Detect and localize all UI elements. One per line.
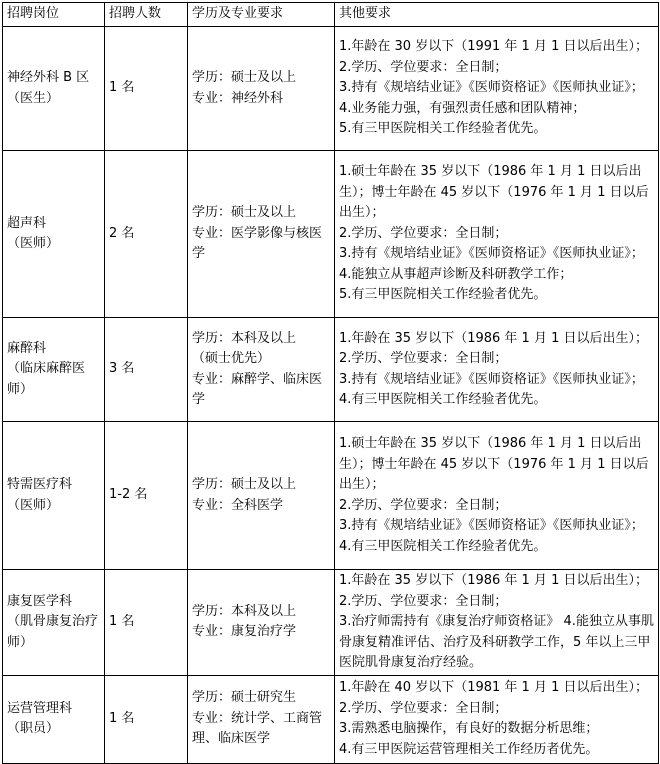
requirement-item: 1.年龄在 35 岁以下（1986 年 1 月 1 日以后出生）； bbox=[339, 330, 648, 346]
education-major: 专业：全科医学 bbox=[192, 497, 284, 513]
recruitment-table bbox=[2, 2, 659, 764]
table-header-row bbox=[3, 3, 659, 27]
count-cell: 1-2 名 bbox=[105, 422, 188, 570]
position-role: （肌骨康复治疗师） bbox=[7, 614, 99, 650]
requirement-item: 2.学历、学位要求：全日制； bbox=[339, 351, 508, 366]
requirement-item: 1.年龄在 35 岁以下（1986 年 1 月 1 日以后出生）； bbox=[339, 573, 648, 588]
education-note: （硕士优先） bbox=[192, 351, 271, 366]
education-major: 专业：神经外科 bbox=[192, 90, 284, 106]
position-cell bbox=[3, 675, 105, 763]
other-requirements-cell bbox=[335, 318, 659, 422]
requirement-item: 4.有三甲医院相关工作经验者优先。 bbox=[339, 392, 547, 407]
position-role: （医生） bbox=[7, 90, 60, 106]
count-cell: 1 名 bbox=[105, 675, 188, 763]
header-other: 其他要求 bbox=[335, 3, 659, 27]
education-cell bbox=[188, 27, 335, 151]
position-cell bbox=[3, 27, 105, 151]
position-role: （职员） bbox=[7, 721, 60, 736]
education-degree: 学历：硕士研究生 bbox=[192, 690, 297, 706]
requirement-item: 2.学历、学位要求：全日制； bbox=[339, 700, 508, 716]
count-cell: 3 名 bbox=[105, 318, 188, 422]
requirement-item: 2.学历、学位要求：全日制； bbox=[339, 59, 508, 75]
requirement-item: 1.硕士年龄在 35 岁以下（1986 年 1 月 1 日以后出生）；博士年龄在 45 岁以下（1976 年 1 月 1 日以后出生）； bbox=[339, 164, 649, 221]
education-degree: 学历：本科及以上 bbox=[192, 330, 297, 346]
requirement-item: 4.业务能力强，有强烈责任感和团队精神； bbox=[339, 100, 586, 116]
table-row bbox=[3, 675, 659, 763]
requirement-item: 1.年龄在 30 岁以下（1991 年 1 月 1 日以后出生）； bbox=[339, 39, 648, 55]
education-cell bbox=[188, 422, 335, 570]
requirement-item: 3.需熟悉电脑操作，有良好的数据分析思维； bbox=[339, 721, 599, 736]
table-row bbox=[3, 570, 659, 676]
requirement-item: 2.学历、学位要求：全日制； bbox=[339, 593, 508, 609]
education-major: 专业：康复治疗学 bbox=[192, 624, 297, 640]
education-degree: 学历：本科及以上 bbox=[192, 603, 297, 619]
count-cell: 1 名 bbox=[105, 570, 188, 676]
requirement-item: 4.能独立从事超声诊断及科研教学工作； bbox=[339, 266, 573, 282]
position-cell bbox=[3, 318, 105, 422]
other-requirements-cell bbox=[335, 675, 659, 763]
education-cell bbox=[188, 675, 335, 763]
count-cell: 1 名 bbox=[105, 27, 188, 151]
position-name: 超声科 bbox=[7, 215, 47, 231]
position-cell bbox=[3, 422, 105, 570]
education-major: 专业：麻醉学、临床医学 bbox=[192, 371, 323, 407]
requirement-item: 1.年龄在 40 岁以下（1981 年 1 月 1 日以后出生）； bbox=[339, 680, 648, 695]
other-requirements-cell bbox=[335, 422, 659, 570]
requirement-item: 2.学历、学位要求：全日制； bbox=[339, 225, 508, 241]
requirement-item: 3.持有《规培结业证》《医师资格证》《医师执业证》； bbox=[339, 80, 644, 96]
position-name: 特需医疗科 bbox=[7, 477, 73, 492]
education-major: 专业：统计学、工商管理、临床医学 bbox=[192, 710, 323, 747]
header-education: 学历及专业要求 bbox=[188, 3, 335, 27]
education-cell bbox=[188, 318, 335, 422]
table-row bbox=[3, 27, 659, 151]
requirement-item: 2.学历、学位要求：全日制； bbox=[339, 497, 508, 513]
requirement-item: 3.持有《规培结业证》《医师资格证》《医师执业证》； bbox=[339, 246, 644, 262]
position-name: 神经外科 B 区 bbox=[7, 70, 90, 85]
table-row bbox=[3, 318, 659, 422]
position-name: 运营管理科 bbox=[7, 700, 73, 716]
position-name: 麻醉科 bbox=[7, 340, 47, 356]
other-requirements-cell bbox=[335, 570, 659, 676]
education-degree: 学历：硕士及以上 bbox=[192, 205, 297, 221]
education-degree: 学历：硕士及以上 bbox=[192, 70, 297, 85]
position-cell bbox=[3, 151, 105, 318]
table-row bbox=[3, 151, 659, 318]
position-name: 康复医学科 bbox=[7, 593, 73, 609]
requirement-item: 4.有三甲医院运营管理相关工作经历者优先。 bbox=[339, 741, 599, 757]
requirement-item: 3.持有《规培结业证》《医师资格证》《医师执业证》； bbox=[339, 518, 644, 533]
other-requirements-cell bbox=[335, 151, 659, 318]
table-row bbox=[3, 422, 659, 570]
position-role: （医师） bbox=[7, 497, 60, 513]
position-role: （医师） bbox=[7, 236, 60, 251]
education-cell bbox=[188, 570, 335, 676]
header-count: 招聘人数 bbox=[105, 3, 188, 27]
other-requirements-cell bbox=[335, 27, 659, 151]
education-major: 专业：医学影像与核医学 bbox=[192, 225, 323, 262]
education-degree: 学历：硕士及以上 bbox=[192, 477, 297, 492]
education-cell bbox=[188, 151, 335, 318]
count-cell: 2 名 bbox=[105, 151, 188, 318]
requirement-item: 5.有三甲医院相关工作经验者优先。 bbox=[339, 121, 547, 137]
requirement-item: 5.有三甲医院相关工作经验者优先。 bbox=[339, 287, 547, 303]
header-position: 招聘岗位 bbox=[3, 3, 105, 27]
requirement-item: 4.有三甲医院相关工作经验者优先。 bbox=[339, 538, 547, 554]
requirement-item: 3.治疗师需持有《康复治疗师资格证》 4.能独立从事肌骨康复精准评估、治疗及科研教学工作，5 年以上三甲医院肌骨康复治疗经验。 bbox=[339, 614, 654, 670]
requirement-item: 3.持有《规培结业证》《医师资格证》《医师执业证》； bbox=[339, 371, 644, 387]
position-role: （临床麻醉医师） bbox=[7, 361, 86, 397]
requirement-item: 1.硕士年龄在 35 岁以下（1986 年 1 月 1 日以后出生）；博士年龄在 45 岁以下（1976 年 1 月 1 日以后出生）； bbox=[339, 436, 649, 492]
position-cell bbox=[3, 570, 105, 676]
